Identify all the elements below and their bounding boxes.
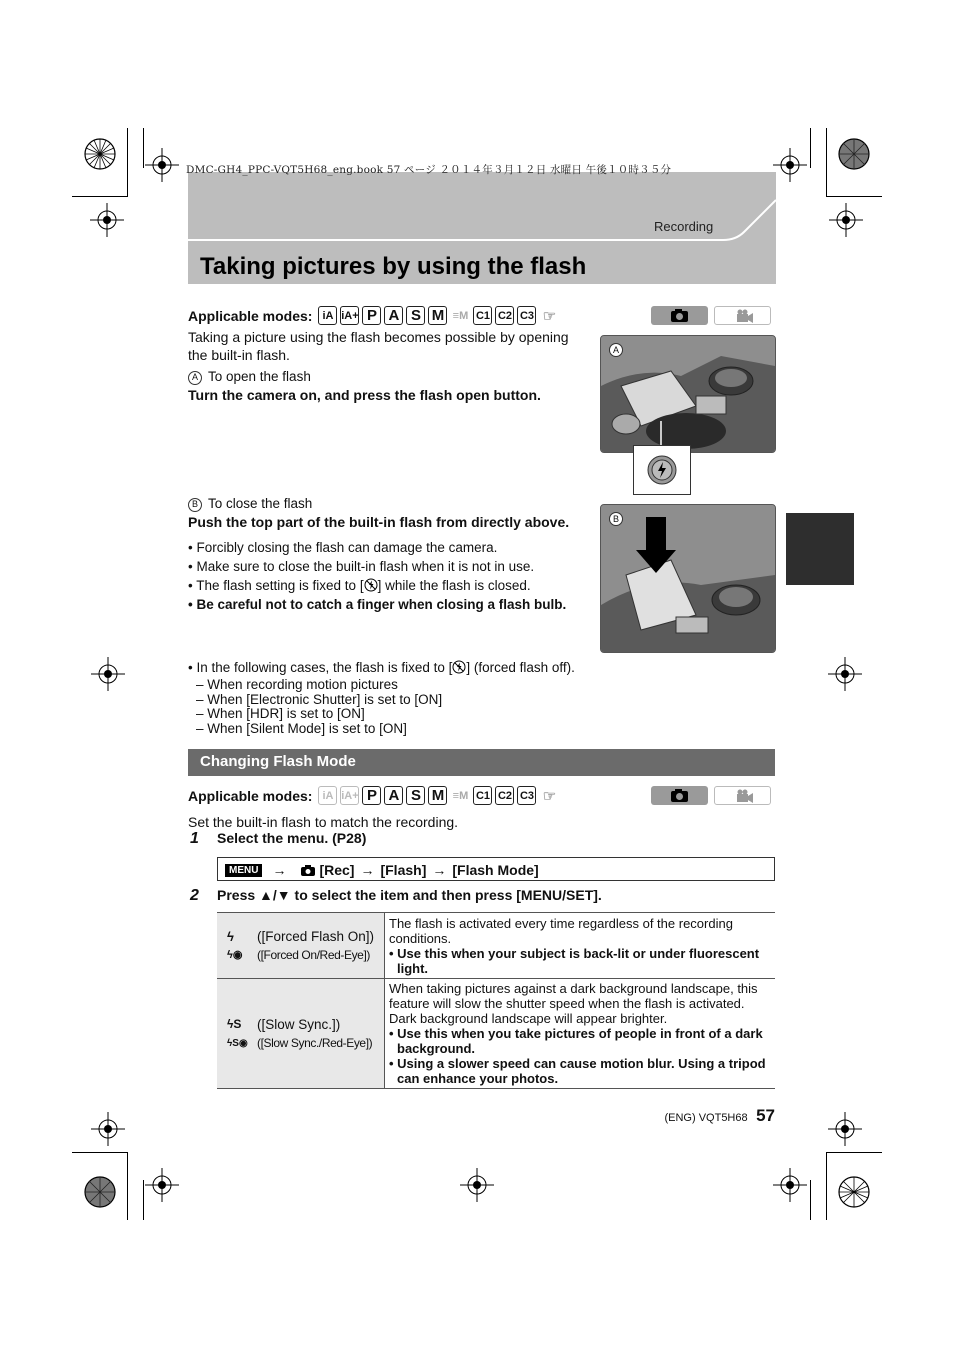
note-item: • Be careful not to catch a finger when closing a flash bulb. xyxy=(188,597,567,612)
set-flash-text: Set the built-in flash to match the recording. xyxy=(188,814,459,830)
page-title: Taking pictures by using the flash xyxy=(200,253,587,280)
camera-photo-open-flash xyxy=(600,335,776,453)
crosshair-icon xyxy=(90,203,124,237)
note-item: • The flash setting is fixed to [ ] while the flash is closed. xyxy=(188,578,531,593)
marker-b-icon: B xyxy=(188,498,202,512)
mode-p-icon: P xyxy=(362,786,381,805)
step-number: 1 xyxy=(190,830,199,847)
applicable-modes-label: Applicable modes: xyxy=(188,787,313,804)
video-tab-icon xyxy=(714,306,771,325)
applicable-modes-row xyxy=(188,306,562,325)
close-flash-caption: B To close the flash xyxy=(188,494,312,513)
doc-code: (ENG) VQT5H68 xyxy=(664,1112,748,1124)
case-item: – When [Electronic Shutter] is set to [ON] xyxy=(196,691,443,707)
mode-c2-icon: C2 xyxy=(495,306,514,325)
step-1 xyxy=(190,830,366,848)
page-number: 57 xyxy=(756,1106,775,1125)
chapter-side-tab xyxy=(786,513,854,585)
video-tab-icon xyxy=(714,786,771,805)
mode-m-icon: M xyxy=(428,786,447,805)
menu-badge-icon: MENU xyxy=(225,864,262,877)
step-text: Press ▲/▼ to select the item and then press [MENU/SET]. xyxy=(217,887,602,903)
path-arrow: → xyxy=(272,862,287,878)
slow-sync-icon: ϟS xyxy=(227,1016,242,1031)
registration-target-icon xyxy=(80,1170,120,1214)
mode-creative-icon: ☞ xyxy=(539,786,559,805)
mode-creative-icon: ☞ xyxy=(539,306,559,325)
step-number: 2 xyxy=(190,887,199,904)
table-label-cell: ϟ ϟ◉ ([Forced Flash On]) ([Forced On/Red-Eye]) xyxy=(217,913,385,979)
mode-c1-icon: C1 xyxy=(473,786,492,805)
mode-c1-icon: C1 xyxy=(473,306,492,325)
path-flash: [Flash] xyxy=(380,862,427,878)
mode-p-icon: P xyxy=(362,306,381,325)
registration-target-icon xyxy=(80,132,120,176)
crosshair-icon xyxy=(91,657,125,691)
forced-flash-on-icon: ϟ xyxy=(227,928,234,944)
step-text: Select the menu. (P28) xyxy=(217,830,367,846)
crosshair-icon xyxy=(828,1112,862,1146)
case-item: – When [HDR] is set to [ON] xyxy=(196,706,365,722)
applicable-modes-row xyxy=(188,786,562,805)
mode-ia-icon: iA xyxy=(318,786,337,805)
table-label-cell: ϟS ϟS◉ ([Slow Sync.]) ([Slow Sync./Red-Eye]) xyxy=(217,979,385,1089)
crosshair-icon xyxy=(460,1168,494,1202)
crosshair-icon xyxy=(828,657,862,691)
mode-movie-icon: ≡M xyxy=(450,306,470,325)
marker-a-icon: A xyxy=(188,371,202,385)
marker-b-icon: B xyxy=(609,512,623,526)
menu-path xyxy=(217,857,775,881)
photo-tab-icon xyxy=(651,786,708,805)
crosshair-icon xyxy=(145,148,179,182)
mode-m-icon: M xyxy=(428,306,447,325)
forced-red-eye-icon: ϟ◉ xyxy=(227,948,243,961)
path-rec: [Rec] xyxy=(319,862,355,878)
mode-c3-icon: C3 xyxy=(517,306,536,325)
mode-a-icon: A xyxy=(384,786,403,805)
table-desc-cell: The flash is activated every time regardless of the recording conditions. • Use this when your subject is back-lit or under fluorescent light. xyxy=(385,913,776,979)
flash-notes xyxy=(188,538,588,614)
mode-c3-icon: C3 xyxy=(517,786,536,805)
mode-ia-plus-icon: iA+ xyxy=(340,306,359,325)
case-item: – When recording motion pictures xyxy=(196,677,398,692)
camera-photo-close-flash xyxy=(600,504,776,653)
mode-c2-icon: C2 xyxy=(495,786,514,805)
mode-s-icon: S xyxy=(406,306,425,325)
mode-movie-icon: ≡M xyxy=(450,786,470,805)
note-item: • Make sure to close the built-in flash when it is not in use. xyxy=(188,559,535,574)
path-arrow: → xyxy=(432,862,447,878)
crosshair-icon xyxy=(145,1168,179,1202)
mode-ia-icon: iA xyxy=(318,306,337,325)
book-file-info: DMC-GH4_PPC-VQT5H68_eng.book 57 ページ ２０１４年３月１２日 水曜日 午後１０時３５分 xyxy=(186,164,672,176)
flash-mode-table xyxy=(217,912,775,1089)
forced-off-cases xyxy=(188,678,608,736)
table-row xyxy=(217,979,775,1089)
page-footer xyxy=(640,1106,775,1126)
camera-icon xyxy=(300,864,316,877)
crosshair-icon xyxy=(829,203,863,237)
path-flash-mode: [Flash Mode] xyxy=(452,862,539,878)
close-flash-instruction: Push the top part of the built-in flash from directly above. xyxy=(188,514,570,530)
open-flash-instruction: Turn the camera on, and press the flash open button. xyxy=(188,387,541,403)
mode-a-icon: A xyxy=(384,306,403,325)
crosshair-icon xyxy=(773,148,807,182)
flash-button-zoom xyxy=(633,445,691,495)
photo-tab-icon xyxy=(651,306,708,325)
flash-off-icon xyxy=(364,578,378,592)
applicable-modes-label: Applicable modes: xyxy=(188,307,313,324)
forced-off-intro: • In the following cases, the flash is fixed to [ ] (forced flash off). xyxy=(188,660,575,675)
registration-target-icon xyxy=(834,1170,874,1214)
table-row xyxy=(217,913,775,979)
flash-off-icon xyxy=(452,660,466,674)
mode-s-icon: S xyxy=(406,786,425,805)
open-flash-caption: A To open the flash xyxy=(188,367,311,386)
case-item: – When [Silent Mode] is set to [ON] xyxy=(196,720,407,736)
crosshair-icon xyxy=(91,1112,125,1146)
note-item: • Forcibly closing the flash can damage the camera. xyxy=(188,540,498,555)
registration-target-icon xyxy=(834,132,874,176)
marker-a-icon: A xyxy=(609,343,623,357)
path-arrow: → xyxy=(360,862,375,878)
mode-ia-plus-icon: iA+ xyxy=(340,786,359,805)
table-desc-cell: When taking pictures against a dark background landscape, this feature will slow the shutter speed when the flash is activated. Dark background landscape will appear brighter. • Use this when you take pictures of people in front of a dark background. • Using a slower speed can cause motion blur. Using a tripod can enhance your photos. xyxy=(385,979,776,1089)
section-name: Recording xyxy=(654,219,714,234)
slow-sync-red-eye-icon: ϟS◉ xyxy=(227,1037,248,1049)
intro-text: Taking a picture using the flash becomes possible by opening the built-in flash. xyxy=(188,329,569,363)
crosshair-icon xyxy=(773,1168,807,1202)
subsection-header: Changing Flash Mode xyxy=(188,749,775,776)
step-2 xyxy=(190,887,602,905)
forced-off-notes xyxy=(188,658,608,736)
